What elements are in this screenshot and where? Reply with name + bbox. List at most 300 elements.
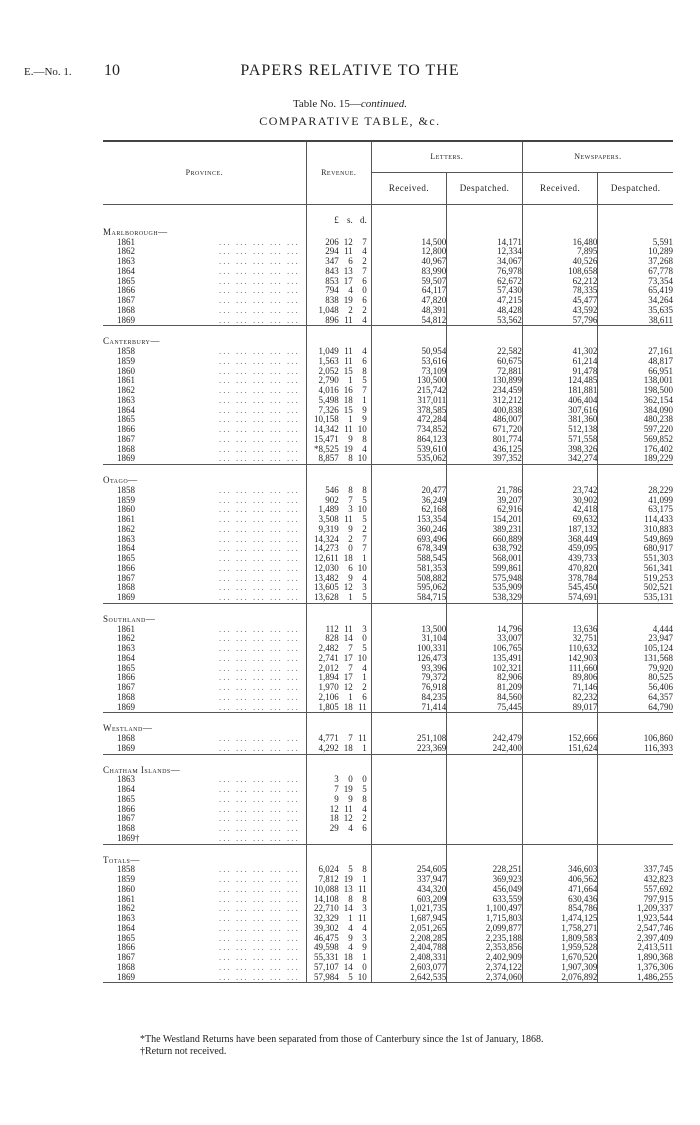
revenue-pounds: 112 (325, 623, 339, 634)
letters-despatched: 1,100,497 (447, 904, 523, 914)
letters-despatched: 389,231 (447, 525, 523, 535)
revenue-pence: 6 (362, 355, 367, 366)
letters-despatched: 1,715,803 (447, 914, 523, 924)
leader-dots: ... ... ... ... ... (219, 404, 300, 415)
revenue-shillings: 17 (343, 275, 353, 286)
newspapers-received: 23,742 (522, 486, 597, 496)
leader-dots: ... ... ... ... ... (219, 832, 300, 843)
revenue-pence: 2 (362, 304, 367, 315)
leader-dots: ... ... ... ... ... (219, 643, 300, 653)
newspapers-despatched: 432,823 (598, 875, 673, 885)
leader-dots: ... ... ... ... ... (219, 623, 300, 634)
letters-received: 48,391 (371, 306, 446, 316)
newspapers-received: 381,360 (522, 415, 597, 425)
newspapers-despatched: 5,591 (598, 238, 673, 248)
letters-despatched: 538,329 (447, 593, 523, 603)
revenue-shillings: 18 (343, 394, 353, 405)
revenue-shillings: 12 (343, 813, 353, 824)
year: 1867 (117, 813, 135, 824)
revenue-pence: 1 (362, 553, 367, 563)
revenue-pounds: 1,563 (318, 355, 339, 366)
newspapers-received: 1,959,528 (522, 943, 597, 953)
revenue-shillings: 7 (348, 643, 353, 653)
newspapers-despatched: 34,264 (598, 296, 673, 306)
revenue-shillings: 7 (348, 733, 353, 743)
year: 1869† (117, 832, 140, 843)
revenue-pounds: 206 (325, 236, 339, 247)
letters-header: Letters. (371, 141, 522, 173)
revenue-pounds: 32,329 (314, 913, 339, 923)
letters-despatched: 397,352 (447, 454, 523, 464)
newspapers-header: Newspapers. (522, 141, 673, 173)
year: 1865 (117, 553, 135, 563)
letters-received: 73,109 (371, 367, 446, 377)
newspapers-despatched: 48,817 (598, 357, 673, 367)
letters-received: 59,507 (371, 277, 446, 287)
letters-despatched: 12,334 (447, 247, 523, 257)
revenue-cell (306, 454, 371, 464)
newspapers-despatched: 502,521 (598, 583, 673, 593)
revenue-pence: 1 (362, 952, 367, 962)
revenue-shillings: 19 (343, 295, 353, 305)
revenue-shillings: 11 (344, 314, 353, 325)
newspapers-despatched: 569,852 (598, 435, 673, 445)
letters-despatched: 48,428 (447, 306, 523, 316)
revenue-shillings: 4 (348, 922, 353, 933)
year: 1864 (117, 543, 135, 554)
newspapers-received: 78,335 (522, 286, 597, 296)
newspapers-despatched: 79,920 (598, 664, 673, 674)
revenue-pence: 5 (362, 784, 367, 794)
revenue-header: Revenue. (306, 141, 371, 205)
newspapers-received: 346,603 (522, 865, 597, 875)
leader-dots: ... ... ... ... ... (219, 582, 300, 593)
leader-dots: ... ... ... ... ... (219, 952, 300, 962)
revenue-pence: 5 (362, 494, 367, 505)
revenue-shillings: 15 (343, 404, 353, 415)
revenue-pence: 4 (362, 443, 367, 454)
leader-dots: ... ... ... ... ... (219, 236, 300, 247)
year: 1869 (117, 453, 135, 464)
newspapers-despatched: 73,354 (598, 277, 673, 287)
letters-despatched: 2,374,122 (447, 963, 523, 973)
newspapers-despatched: 1,209,337 (598, 904, 673, 914)
newspapers-received: 181,881 (522, 386, 597, 396)
letters-received: 2,603,077 (371, 963, 446, 973)
section-name: Totals— (103, 854, 140, 865)
revenue-pence: 3 (362, 903, 367, 914)
newspapers-despatched: 519,253 (598, 574, 673, 584)
newspapers-despatched: 337,745 (598, 865, 673, 875)
newspapers-despatched: 176,402 (598, 445, 673, 455)
newspapers-despatched: 1,376,306 (598, 963, 673, 973)
newspapers-received: 545,450 (522, 583, 597, 593)
leader-dots: ... ... ... ... ... (219, 443, 300, 454)
spacer-row (103, 844, 673, 854)
revenue-pounds: 843 (325, 265, 339, 276)
newspapers-received: 406,404 (522, 396, 597, 406)
letters-despatched: 369,923 (447, 875, 523, 885)
revenue-shillings: 12 (343, 236, 353, 247)
revenue-pounds: 1,489 (318, 504, 339, 515)
revenue-shillings: 14 (343, 903, 353, 914)
leader-dots: ... ... ... ... ... (219, 874, 300, 884)
revenue-pence: 5 (362, 375, 367, 386)
section-name: Westland— (103, 723, 153, 734)
letters-despatched: 33,007 (447, 634, 523, 644)
revenue-pounds: 7 (334, 784, 339, 794)
newspapers-received: 7,895 (522, 247, 597, 257)
revenue-pence: 5 (362, 643, 367, 653)
newspapers-received: 571,558 (522, 435, 597, 445)
revenue-pounds: 49,598 (314, 942, 339, 953)
leader-dots: ... ... ... ... ... (219, 823, 300, 833)
letters-received: 53,616 (371, 357, 446, 367)
revenue-pence: 11 (358, 883, 367, 894)
leader-dots: ... ... ... ... ... (219, 553, 300, 563)
newspapers-despatched: 23,947 (598, 634, 673, 644)
newspapers-received: 378,784 (522, 574, 597, 584)
leader-dots: ... ... ... ... ... (219, 523, 300, 534)
revenue-pence: 2 (362, 523, 367, 534)
revenue-pence: 2 (362, 813, 367, 824)
newspapers-received: 470,820 (522, 564, 597, 574)
year: 1866 (117, 424, 135, 434)
leader-dots: ... ... ... ... ... (219, 355, 300, 366)
newspapers-received (522, 824, 597, 834)
letters-received: 678,349 (371, 544, 446, 554)
pounds-unit: £ (334, 215, 339, 225)
letters-received: 1,021,735 (371, 904, 446, 914)
newspapers-despatched: 2,547,746 (598, 924, 673, 934)
spacer-row (103, 465, 673, 475)
leader-dots: ... ... ... ... ... (219, 394, 300, 405)
letters-despatched: 660,889 (447, 535, 523, 545)
leader-dots: ... ... ... ... ... (219, 375, 300, 386)
revenue-shillings: 11 (344, 246, 353, 257)
revenue-pence: 0 (362, 633, 367, 644)
leader-dots: ... ... ... ... ... (219, 414, 300, 425)
year: 1863 (117, 913, 135, 923)
revenue-pounds: 5,498 (318, 394, 339, 405)
table-row (103, 785, 673, 795)
newspapers-despatched: 680,917 (598, 544, 673, 554)
leader-dots: ... ... ... ... ... (219, 365, 300, 376)
newspapers-received: 89,806 (522, 673, 597, 683)
letters-despatched (447, 814, 523, 824)
year: 1863 (117, 394, 135, 405)
newspapers-received: 71,146 (522, 683, 597, 693)
letters-despatched: 39,207 (447, 496, 523, 506)
revenue-shillings: 14 (343, 961, 353, 972)
year: 1862 (117, 633, 135, 644)
newspapers-despatched (598, 805, 673, 815)
year: 1866 (117, 672, 135, 683)
newspapers-despatched: 557,692 (598, 885, 673, 895)
letters-despatched: 2,402,909 (447, 953, 523, 963)
revenue-pounds: 13,628 (314, 592, 339, 602)
newspapers-despatched: 549,869 (598, 535, 673, 545)
revenue-shillings: 9 (348, 932, 353, 943)
newspapers-received: 406,562 (522, 875, 597, 885)
newspapers-received: 151,624 (522, 744, 597, 754)
leader-dots: ... ... ... ... ... (219, 971, 300, 982)
revenue-pounds: 4,016 (318, 385, 339, 395)
newspapers-despatched: 28,229 (598, 486, 673, 496)
letters-despatched: 242,479 (447, 734, 523, 744)
leader-dots: ... ... ... ... ... (219, 265, 300, 276)
footnotes (140, 1034, 544, 1058)
year: 1868 (117, 443, 135, 454)
letters-despatched: 72,881 (447, 367, 523, 377)
leader-dots: ... ... ... ... ... (219, 652, 300, 663)
leader-dots: ... ... ... ... ... (219, 774, 300, 785)
newspapers-despatched: 66,951 (598, 367, 673, 377)
newspapers-received: 45,477 (522, 296, 597, 306)
revenue-pounds: 10,088 (314, 883, 339, 894)
newspapers-despatched (598, 824, 673, 834)
revenue-pounds: 57,107 (314, 961, 339, 972)
table-row (103, 824, 673, 834)
year: 1867 (117, 952, 135, 962)
table-body (103, 205, 673, 983)
letters-received: 93,396 (371, 664, 446, 674)
letters-despatched (447, 775, 523, 785)
newspapers-received-header: Received. (522, 173, 597, 205)
letters-despatched: 568,001 (447, 554, 523, 564)
leader-dots: ... ... ... ... ... (219, 504, 300, 515)
leader-dots: ... ... ... ... ... (219, 662, 300, 673)
newspapers-received: 13,636 (522, 625, 597, 635)
letters-despatched (447, 805, 523, 815)
newspapers-received: 854,786 (522, 904, 597, 914)
newspapers-despatched: 797,915 (598, 895, 673, 905)
leader-dots: ... ... ... ... ... (219, 484, 300, 495)
revenue-pence: 8 (362, 433, 367, 444)
year: 1867 (117, 572, 135, 583)
letters-despatched: 2,235,188 (447, 934, 523, 944)
newspapers-despatched: 1,486,255 (598, 973, 673, 983)
newspapers-despatched (598, 834, 673, 844)
letters-received: 2,408,331 (371, 953, 446, 963)
newspapers-received: 89,017 (522, 703, 597, 713)
revenue-pounds: 15,471 (314, 433, 339, 444)
letters-despatched: 599,861 (447, 564, 523, 574)
revenue-pounds: 13,605 (314, 582, 339, 593)
revenue-pence: 10 (357, 652, 367, 663)
table-row (103, 744, 673, 754)
page-number: 10 (104, 62, 120, 79)
leader-dots: ... ... ... ... ... (219, 285, 300, 296)
letters-despatched: 575,948 (447, 574, 523, 584)
revenue-pounds: 853 (325, 275, 339, 286)
revenue-pence: 2 (362, 256, 367, 266)
revenue-pounds: 29 (329, 823, 339, 833)
year: 1869 (117, 742, 135, 753)
leader-dots: ... ... ... ... ... (219, 256, 300, 266)
revenue-pence: 1 (362, 394, 367, 405)
revenue-pounds: 794 (325, 285, 339, 296)
revenue-pence: 4 (362, 346, 367, 356)
leader-dots: ... ... ... ... ... (219, 246, 300, 257)
year: 1866 (117, 285, 135, 296)
revenue-pence: 10 (357, 971, 367, 982)
letters-despatched: 671,720 (447, 425, 523, 435)
newspapers-despatched: 138,001 (598, 376, 673, 386)
newspapers-received: 57,796 (522, 316, 597, 326)
letters-received (371, 834, 446, 844)
year: 1865 (117, 662, 135, 673)
year: 1864 (117, 404, 135, 415)
footnote-westland: *The Westland Returns have been separated from those of Canterbury since the 1st of January, 1868. (140, 1034, 544, 1045)
newspapers-received: 111,660 (522, 664, 597, 674)
spacer-row (103, 326, 673, 336)
letters-despatched: 62,916 (447, 505, 523, 515)
year: 1869 (117, 701, 135, 712)
newspapers-received: 108,658 (522, 267, 597, 277)
leader-dots: ... ... ... ... ... (219, 903, 300, 914)
letters-received: 584,715 (371, 593, 446, 603)
newspapers-received: 459,095 (522, 544, 597, 554)
newspapers-received: 30,902 (522, 496, 597, 506)
revenue-shillings: 6 (348, 256, 353, 266)
letters-received: 360,246 (371, 525, 446, 535)
revenue-shillings: 17 (343, 672, 353, 683)
revenue-pounds: 3,508 (318, 514, 339, 524)
revenue-pounds: 10,158 (314, 414, 339, 425)
year: 1869 (117, 314, 135, 325)
revenue-pence: 7 (362, 533, 367, 544)
letters-despatched: 2,374,060 (447, 973, 523, 983)
revenue-pounds: 902 (325, 494, 339, 505)
leader-dots: ... ... ... ... ... (219, 784, 300, 794)
revenue-pounds: 7,326 (318, 404, 339, 415)
newspapers-despatched: 38,611 (598, 316, 673, 326)
newspapers-despatched: 597,220 (598, 425, 673, 435)
revenue-pence: 10 (357, 424, 367, 434)
revenue-pounds: 14,324 (314, 533, 339, 544)
leader-dots: ... ... ... ... ... (219, 633, 300, 644)
newspapers-received: 43,592 (522, 306, 597, 316)
letters-received: 62,168 (371, 505, 446, 515)
revenue-shillings: 9 (348, 523, 353, 534)
leader-dots: ... ... ... ... ... (219, 385, 300, 395)
table-row (103, 795, 673, 805)
revenue-shillings: 19 (343, 874, 353, 884)
newspapers-despatched: 80,525 (598, 673, 673, 683)
spacer-row (103, 713, 673, 723)
revenue-pence: 4 (362, 803, 367, 814)
leader-dots: ... ... ... ... ... (219, 672, 300, 683)
letters-received: 317,011 (371, 396, 446, 406)
revenue-pence: 5 (362, 592, 367, 602)
year: 1868 (117, 691, 135, 702)
newspapers-despatched: 106,860 (598, 734, 673, 744)
revenue-shillings: 7 (348, 494, 353, 505)
year: 1858 (117, 484, 135, 495)
newspapers-despatched: 189,229 (598, 454, 673, 464)
newspapers-received: 512,138 (522, 425, 597, 435)
revenue-pence: 3 (362, 932, 367, 943)
letters-received: 79,372 (371, 673, 446, 683)
letters-despatched: 106,765 (447, 644, 523, 654)
letters-despatched: 456,049 (447, 885, 523, 895)
year: 1864 (117, 652, 135, 663)
letters-despatched: 53,562 (447, 316, 523, 326)
revenue-pence: 11 (358, 701, 367, 712)
leader-dots: ... ... ... ... ... (219, 961, 300, 972)
letters-despatched (447, 795, 523, 805)
newspapers-received: 368,449 (522, 535, 597, 545)
letters-received: 539,610 (371, 445, 446, 455)
year: 1869 (117, 971, 135, 982)
letters-received: 251,108 (371, 734, 446, 744)
letters-received-header: Received. (371, 173, 446, 205)
revenue-pounds: 2,106 (318, 691, 339, 702)
letters-despatched: 130,899 (447, 376, 523, 386)
year: 1863 (117, 643, 135, 653)
letters-received: 126,473 (371, 654, 446, 664)
revenue-pence: 6 (362, 823, 367, 833)
revenue-shillings: 8 (348, 484, 353, 495)
year: 1859 (117, 494, 135, 505)
revenue-pence: 1 (362, 672, 367, 683)
revenue-shillings: 13 (343, 883, 353, 894)
revenue-shillings: 9 (348, 793, 353, 804)
leader-dots: ... ... ... ... ... (219, 932, 300, 943)
revenue-pounds: 7,812 (318, 874, 339, 884)
letters-received: 581,353 (371, 564, 446, 574)
revenue-shillings: 4 (348, 942, 353, 953)
letters-despatched: 62,672 (447, 277, 523, 287)
revenue-pounds: 6,024 (318, 864, 339, 875)
leader-dots: ... ... ... ... ... (219, 592, 300, 602)
year: 1868 (117, 733, 135, 743)
section-name: Otago— (103, 475, 138, 485)
letters-received: 36,249 (371, 496, 446, 506)
newspapers-despatched: 10,289 (598, 247, 673, 257)
newspapers-received: 110,632 (522, 644, 597, 654)
revenue-pence: 4 (362, 922, 367, 933)
letters-received: 40,967 (371, 257, 446, 267)
newspapers-despatched: 535,131 (598, 593, 673, 603)
revenue-pence: 7 (362, 543, 367, 554)
section-name: Canterbury— (103, 336, 160, 347)
revenue-shillings: 14 (343, 633, 353, 644)
page-header (0, 62, 700, 82)
year-cell (103, 973, 306, 983)
letters-received (371, 824, 446, 834)
revenue-shillings: 11 (344, 623, 353, 634)
revenue-shillings: 12 (343, 682, 353, 692)
year: 1863 (117, 256, 135, 266)
revenue-shillings: 12 (343, 582, 353, 593)
revenue-pence: 9 (362, 404, 367, 415)
letters-received: 20,477 (371, 486, 446, 496)
year: 1864 (117, 922, 135, 933)
table-row (103, 814, 673, 824)
newspapers-despatched: 64,357 (598, 693, 673, 703)
leader-dots: ... ... ... ... ... (219, 562, 300, 573)
revenue-pounds: 2,012 (318, 662, 339, 673)
letters-received: 508,882 (371, 574, 446, 584)
newspapers-despatched: 2,413,511 (598, 943, 673, 953)
year: 1867 (117, 682, 135, 692)
letters-received: 588,545 (371, 554, 446, 564)
letters-received: 434,320 (371, 885, 446, 895)
letters-received: 535,062 (371, 454, 446, 464)
leader-dots: ... ... ... ... ... (219, 295, 300, 305)
